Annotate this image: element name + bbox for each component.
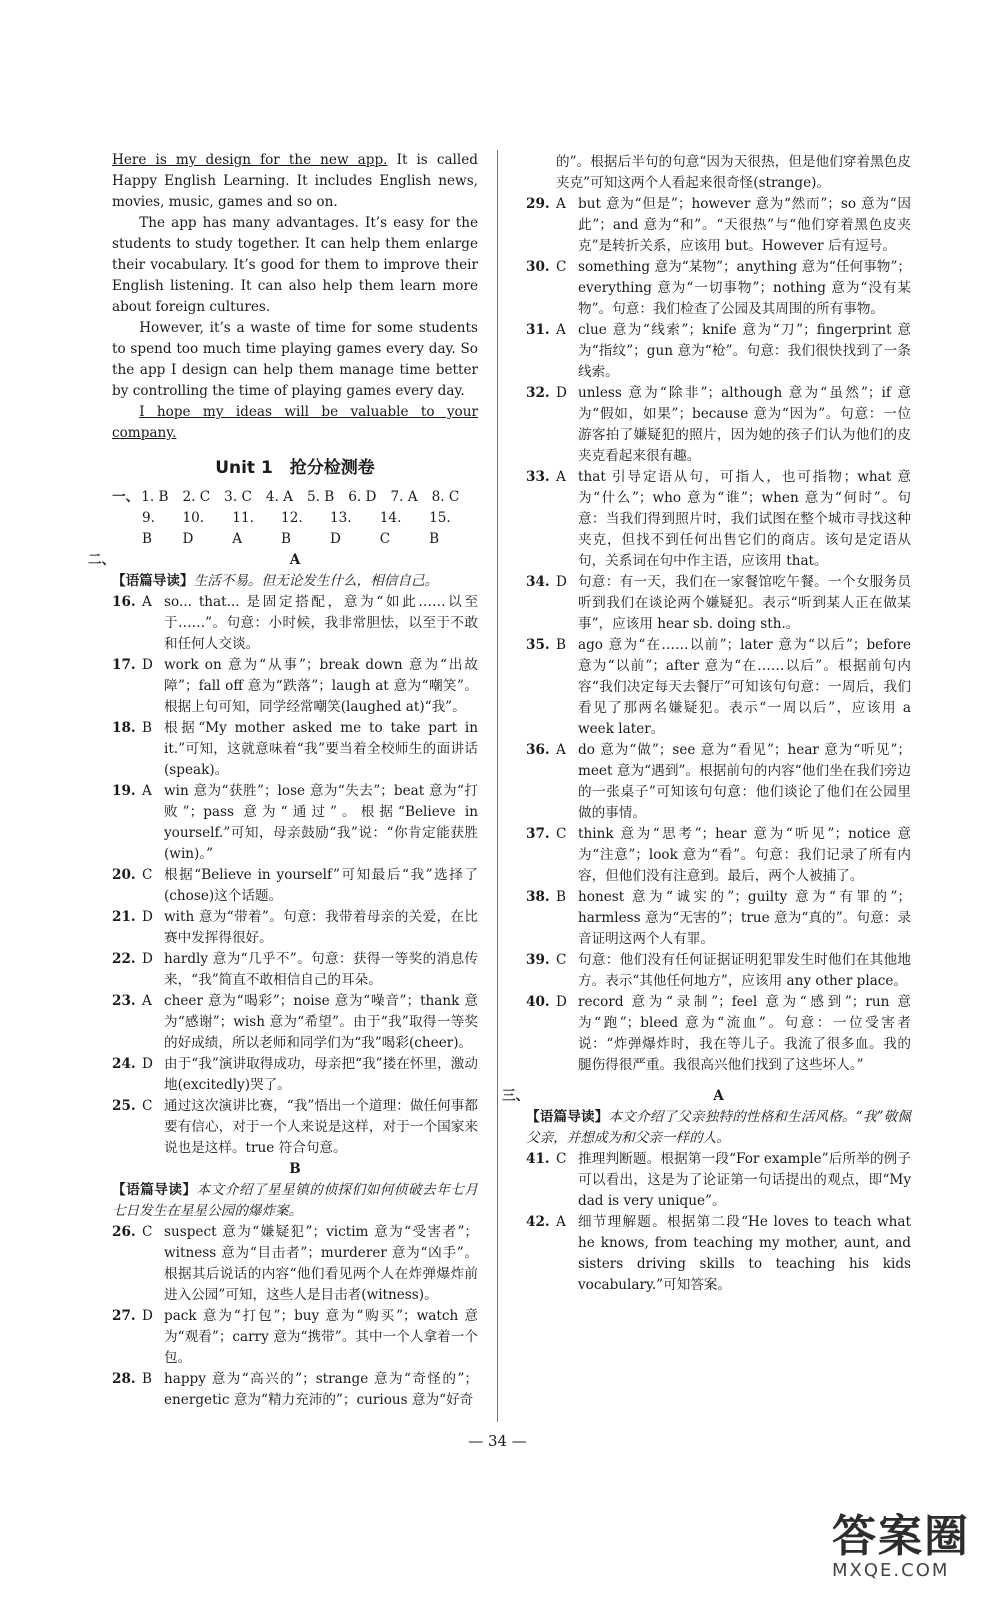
answer-explanation: 42. A 细节理解题。根据第二段“He loves to teach what he knows, from teaching my mother, aunt, and sisters driving skills to teaching his kids vocabulary.”可知答案。 xyxy=(526,1214,911,1293)
question-list-a xyxy=(112,592,478,1159)
question-list-three xyxy=(526,1149,911,1296)
answer-explanation: 20. C 根据“Believe in yourself”可知最后“我”选择了(chose)这个话题。 xyxy=(112,867,478,904)
answer-explanation: 26. C suspect 意为“嫌疑犯”；victim 意为“受害者”；witness 意为“目击者”；murderer 意为“凶手”。根据其后说话的内容“他们看见两个人在炸弹爆炸前进入公园”可知，这些人是目击者(witness)。 xyxy=(112,1224,478,1303)
part-heading: A xyxy=(713,1088,724,1104)
answer-item: 9. B xyxy=(142,510,155,547)
answer-explanation: 30. C something 意为“某物”；anything 意为“任何事物”；everything 意为“一切事物”；nothing 意为“没有某物”。句意：我们检查了公园及其周围的所有事物。 xyxy=(526,259,911,317)
part-heading: A xyxy=(289,552,301,568)
site-logo: 答案圈 MXQE.COM xyxy=(832,1511,970,1581)
answer-explanation: 27. D pack 意为“打包”；buy 意为“购买”；watch 意为“观看”；carry 意为“携带”。其中一个人拿着一个包。 xyxy=(112,1308,478,1366)
reading-intro: 【语篇导读】本文介绍了父亲独特的性格和生活风格。“我”敬佩父亲，并想成为和父亲一样的人。 xyxy=(526,1109,911,1146)
question-list-b xyxy=(112,1222,478,1411)
answer-item: 1. B xyxy=(141,489,169,505)
answer-item: 10. D xyxy=(182,510,205,547)
answer-explanation: 32. D unless 意为“除非”；although 意为“虽然”；if 意为“假如，如果”；because 意为“因为”。句意：一位游客拍了嫌疑犯的照片，因为她的孩子们认为他们的皮夹克看起来很有趣。 xyxy=(526,385,911,464)
answer-explanation: 23. A cheer 意为“喝彩”；noise 意为“噪音”；thank 意为“感谢”；wish 意为“希望”。由于“我”取得一等奖的好成绩，所以老师和同学们为“我”喝彩(cheer)。 xyxy=(112,993,478,1051)
answer-explanation: 36. A do 意为“做”；see 意为“看见”；hear 意为“听见”；meet 意为“遇到”。根据前句的内容“他们坐在我们旁边的一张桌子”可知该句句意：他们谈论了他们在公园里做的事情。 xyxy=(526,742,911,821)
answer-explanation: 25. C 通过这次演讲比赛，“我”悟出一个道理：做任何事都要有信心，对于一个人来说是这样，对于一个国家来说也是这样。true 符合句意。 xyxy=(112,1098,478,1156)
answer-explanation: 41. C 推理判断题。根据第一段“For example”后所举的例子可以看出，这是为了论证第一句话提出的观点，即“My dad is very unique”。 xyxy=(526,1151,911,1209)
answer-explanation: 35. B ago 意为“在……以前”；later 意为“以后”；before 意为“以前”；after 意为“在……以后”。根据前句内容“我们决定每天去餐厅”可知该句句意：一周后，我们看见了那两名嫌疑犯。表示“一周以后”，应该用 a week later。 xyxy=(526,637,911,737)
essay-paragraph: The app has many advantages. It’s easy for the students to study together. It can help them enlarge their vocabulary. It’s good for them to improve their English listening. It can also help them learn more about foreign cultures. xyxy=(112,215,478,315)
answer-explanation: 29. A but 意为“但是”；however 意为“然而”；so 意为“因此”；and 意为“和”。“天很热”与“他们穿着黑色皮夹克”是转折关系，应该用 but。However 后有逗号。 xyxy=(526,196,911,254)
answer-item: 7. A xyxy=(390,489,418,505)
answer-explanation: 21. D with 意为“带着”。句意：我带着母亲的关爱，在比赛中发挥得很好。 xyxy=(112,909,478,946)
answer-item: 8. C xyxy=(431,489,460,505)
section-one-answers xyxy=(112,487,478,550)
answer-explanation: 37. C think 意为“思考”；hear 意为“听见”；notice 意为“注意”；look 意为“看”。句意：我们记录了所有内容，但他们没有注意到。最后，两个人被捕了。 xyxy=(526,826,911,884)
section-label: 三、 xyxy=(502,1088,530,1104)
answer-explanation: 31. A clue 意为“线索”；knife 意为“刀”；fingerprint 意为“指纹”；gun 意为“枪”。句意：我们很快找到了一条线索。 xyxy=(526,322,911,380)
answer-explanation: 17. D work on 意为“从事”；break down 意为“出故障”；fall off 意为“跌落”；laugh at 意为“嘲笑”。根据上句可知，同学经常嘲笑(laughed at)“我”。 xyxy=(112,657,478,715)
column-divider xyxy=(497,150,498,1422)
answer-item: 4. A xyxy=(265,489,293,505)
left-column xyxy=(88,150,479,1411)
section-label: 一、 xyxy=(112,489,140,505)
answer-explanation: 24. D 由于“我”演讲取得成功，母亲把“我”搂在怀里，激动地(excitedly)哭了。 xyxy=(112,1056,478,1093)
answer-explanation: 18. B 根据“My mother asked me to take part in it.”可知，这就意味着“我”要当着全校师生的面讲话(speak)。 xyxy=(112,720,478,778)
answer-item: 11. A xyxy=(232,510,254,547)
answer-item: 14. C xyxy=(379,510,402,547)
answer-explanation: 22. D hardly 意为“几乎不”。句意：获得一等奖的消息传来，“我”简直不敢相信自己的耳朵。 xyxy=(112,951,478,988)
answer-item: 2. C xyxy=(182,489,211,505)
essay xyxy=(112,150,478,444)
essay-paragraph: However, it’s a waste of time for some students to spend too much time playing games every day. So the app I design can help them manage time better by controlling the time of playing games every day. xyxy=(112,320,478,399)
right-column xyxy=(502,152,911,1296)
reading-intro: 【语篇导读】生活不易。但无论发生什么，相信自己。 xyxy=(112,573,439,589)
reading-intro: 【语篇导读】本文介绍了星星镇的侦探们如何侦破去年七月七日发生在星星公园的爆炸案。 xyxy=(112,1182,478,1219)
answer-explanation: 38. B honest 意为“诚实的”；guilty 意为“有罪的”；harmless 意为“无害的”；true 意为“真的”。句意：录音证明这两个人有罪。 xyxy=(526,889,911,947)
answer-explanation: 19. A win 意为“获胜”；lose 意为“失去”；beat 意为“打败”；pass 意为“通过”。根据“Believe in yourself.”可知，母亲鼓励“我”说：“你肯定能获胜(win)。” xyxy=(112,783,478,862)
page-number: — 34 — xyxy=(468,1432,527,1450)
essay-paragraph: I hope my ideas will be valuable to your company. xyxy=(112,404,478,441)
continued-text: 的”。根据后半句的句意“因为天很热，但是他们穿着黑色皮夹克”可知这两个人看起来很奇怪(strange)。 xyxy=(556,154,911,191)
question-list-b-continued xyxy=(526,194,911,1076)
answer-explanation: 16. A so... that... 是固定搭配，意为“如此……以至于……”。句意：小时候，我非常胆怯，以至于不敢和任何人交谈。 xyxy=(112,594,478,652)
section-label: 二、 xyxy=(88,552,116,568)
answer-item: 6. D xyxy=(348,489,377,505)
answer-explanation: 28. B happy 意为“高兴的”；strange 意为“奇怪的”；energetic 意为“精力充沛的”；curious 意为“好奇 xyxy=(112,1371,478,1408)
part-heading: B xyxy=(289,1161,301,1177)
answer-item: 3. C xyxy=(224,489,252,505)
answer-item: 13. D xyxy=(329,510,352,547)
essay-paragraph: Here is my design for the new app. It is called Happy English Learning. It includes English news, movies, music, games and so on. xyxy=(112,152,479,210)
unit-title: Unit 1 抢分检测卷 xyxy=(215,458,375,478)
answer-explanation: 33. A that 引导定语从句，可指人，也可指物；what 意为“什么”；who 意为“谁”；when 意为“何时”。句意：当我们得到照片时，我们试图在整个城市寻找这种夹克，但找不到任何出售它们的商店。该句是定语从句，关系词在句中作主语，应该用 that。 xyxy=(526,469,911,569)
answer-explanation: 34. D 句意：有一天，我们在一家餐馆吃午餐。一个女服务员听到我们在谈论两个嫌疑犯。表示“听到某人正在做某事”，应该用 hear sb. doing sth.。 xyxy=(526,574,911,632)
answer-item: 12. B xyxy=(281,510,303,547)
answer-item: 15. B xyxy=(429,510,451,547)
answer-item: 5. B xyxy=(306,489,335,505)
answer-explanation: 39. C 句意：他们没有任何证据证明犯罪发生时他们在其他地方。表示“其他任何地方”，应该用 any other place。 xyxy=(526,952,911,989)
answer-explanation: 40. D record 意为“录制”；feel 意为“感到”；run 意为“跑”；bleed 意为“流血”。句意：一位受害者说：“炸弹爆炸时，我在等儿子。我流了很多血。我的腿伤得很严重。我很高兴他们找到了这些坏人。” xyxy=(526,994,911,1073)
